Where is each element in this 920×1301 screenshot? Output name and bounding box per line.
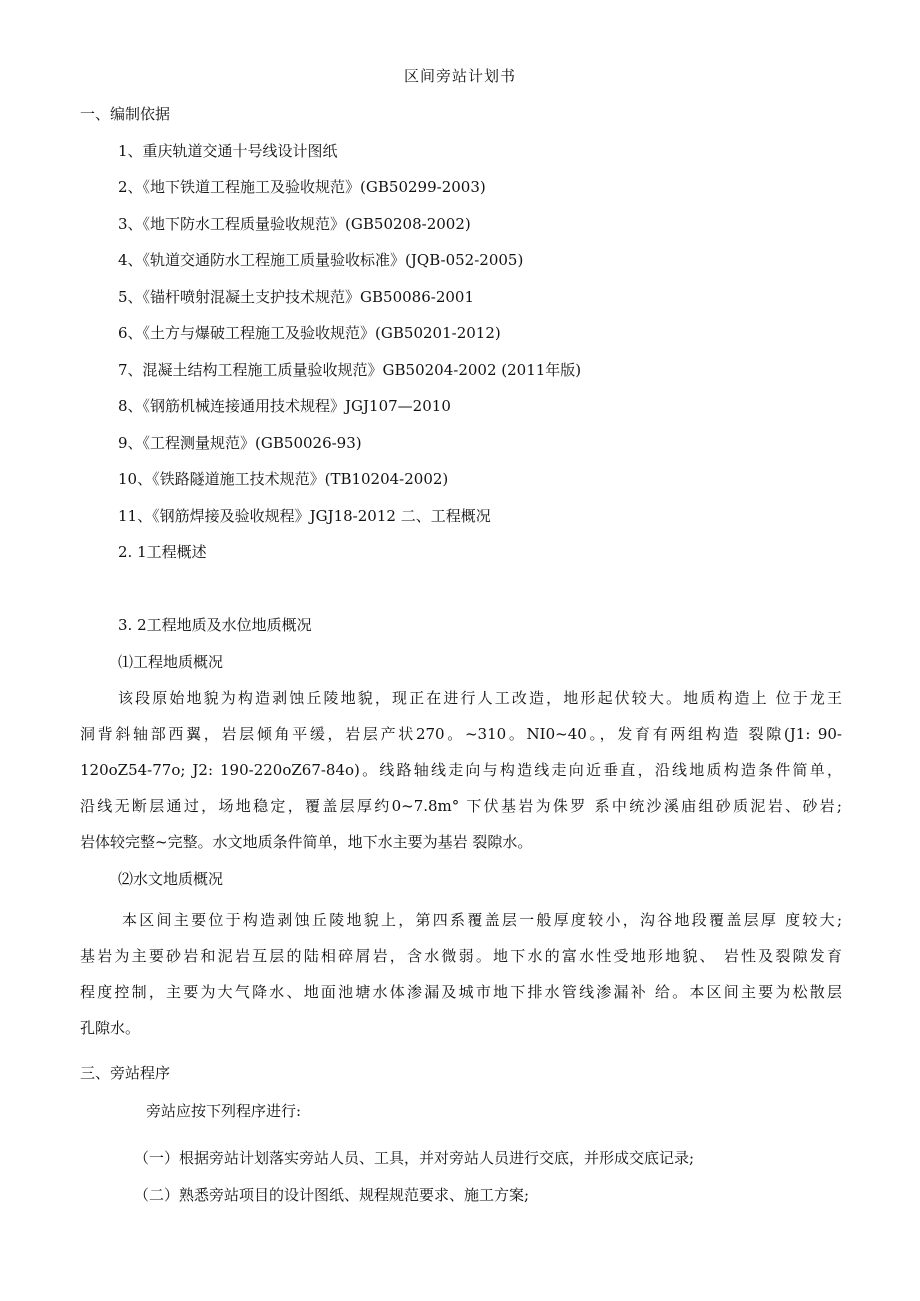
- reference-item: 2、《地下铁道工程施工及验收规范》(GB50299-2003): [118, 178, 486, 196]
- reference-item: 3、《地下防水工程质量验收规范》(GB50208-2002): [118, 215, 471, 233]
- reference-item: 11、《钢筋焊接及验收规程》JGJ18-2012 二、工程概况: [118, 507, 491, 525]
- procedure-step: （二）熟悉旁站项目的设计图纸、规程规范要求、施工方案;: [134, 1186, 530, 1204]
- hydrogeology-paragraph-line: 程度控制，主要为大气降水、地面池塘水体渗漏及城市地下排水管线渗漏补 给。本区间主要为松散层: [80, 983, 842, 1001]
- section-1-heading: 一、编制依据: [80, 105, 171, 123]
- procedure-step: （一）根据旁站计划落实旁站人员、工具，并对旁站人员进行交底，并形成交底记录;: [134, 1149, 695, 1167]
- document-title: 区间旁站计划书: [403, 67, 516, 85]
- procedure-intro: 旁站应按下列程序进行:: [146, 1102, 302, 1120]
- geology-paragraph-line: 沿线无断层通过，场地稳定，覆盖层厚约0~7.8m° 下伏基岩为侏罗 系中统沙溪庙组砂质泥岩、砂岩;: [80, 797, 842, 815]
- hydrogeology-paragraph-line: 基岩为主要砂岩和泥岩互层的陆相碎屑岩，含水微弱。地下水的富水性受地形地貌、 岩性及裂隙发育: [80, 947, 842, 965]
- hydrogeology-paragraph-line: 孔隙水。: [80, 1019, 141, 1037]
- reference-item: 1、重庆轨道交通十号线设计图纸: [118, 142, 338, 160]
- geology-paragraph-line: 岩体较完整~完整。水文地质条件简单，地下水主要为基岩 裂隙水。: [80, 833, 533, 851]
- reference-item: 9、《工程测量规范》(GB50026-93): [118, 434, 362, 452]
- hydrogeology-paragraph-line: 本区间主要位于构造剥蚀丘陵地貌上，第四系覆盖层一般厚度较小，沟谷地段覆盖层厚 度较大;: [122, 911, 842, 929]
- reference-item: 6、《土方与爆破工程施工及验收规范》(GB50201-2012): [118, 324, 501, 342]
- reference-item: 8、《钢筋机械连接通用技术规程》JGJ107—2010: [118, 397, 451, 415]
- reference-item: 4、《轨道交通防水工程施工质量验收标准》(JQB-052-2005): [118, 251, 524, 269]
- reference-item: 5、《锚杆喷射混凝土支护技术规范》GB50086-2001: [118, 288, 475, 306]
- geology-paragraph-line: 洞背斜轴部西翼，岩层倾角平缓，岩层产状270。~310。NI0~40。，发育有两组构造 裂隙(J1: 90-: [80, 725, 842, 743]
- subsection-2-1-heading: 2. 1工程概述: [118, 543, 207, 561]
- geology-paragraph-line: 该段原始地貌为构造剥蚀丘陵地貌，现正在进行人工改造，地形起伏较大。地质构造上 位于龙王: [118, 689, 842, 707]
- geology-paragraph-line: 120oZ54-77o; J2: 190-220oZ67-84o)。线路轴线走向与构造线走向近垂直，沿线地质构造条件简单，: [80, 761, 842, 779]
- reference-item: 7、混凝土结构工程施工质量验收规范》GB50204-2002 (2011年版): [118, 361, 582, 379]
- hydrogeology-heading: ⑵水文地质概况: [118, 870, 224, 888]
- reference-item: 10、《铁路隧道施工技术规范》(TB10204-2002): [118, 470, 449, 488]
- geology-heading: ⑴工程地质概况: [118, 653, 224, 671]
- subsection-2-2-heading: 3. 2工程地质及水位地质概况: [118, 616, 312, 634]
- section-3-heading: 三、旁站程序: [80, 1064, 171, 1082]
